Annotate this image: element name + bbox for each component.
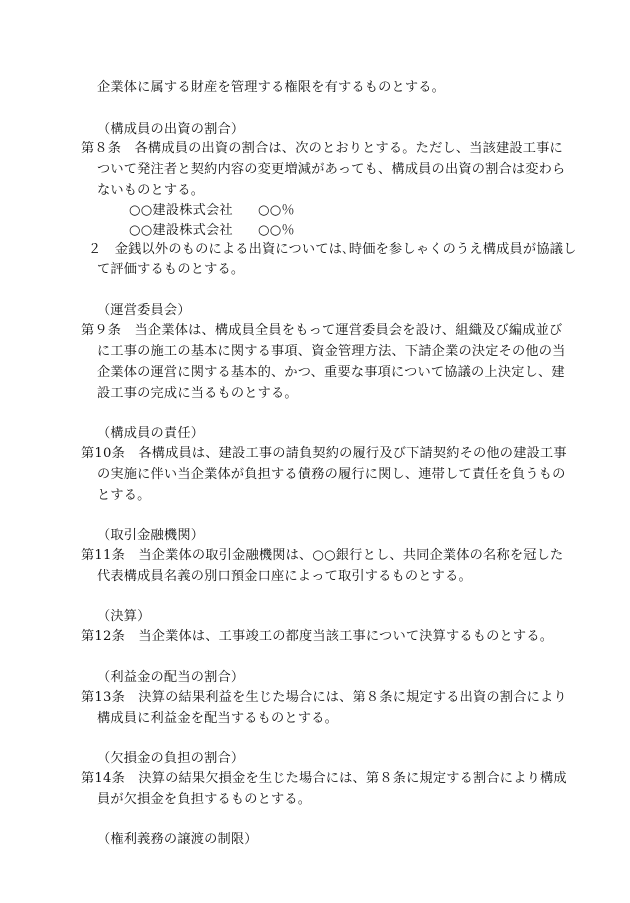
article-heading-profit-distribution: （利益金の配当の割合） (97, 670, 245, 685)
article-9-line-2: に工事の施工の基本に関する事項、資金管理方法、下請企業の決定その他の当 (97, 344, 566, 359)
text-line-art7-continuation: 企業体に属する財産を管理する権限を有するものとする。 (97, 80, 446, 95)
article-heading-loss-sharing: （欠損金の負担の割合） (97, 751, 245, 766)
article-heading-financial-institution: （取引金融機関） (97, 528, 205, 543)
article-13-line-2: 構成員に利益金を配当するものとする。 (97, 711, 338, 726)
article-heading-settlement: （決算） (97, 609, 151, 624)
article-10-line-2: の実施に伴い当企業体が負担する債務の履行に関し、連帯して責任を負うもの (97, 467, 566, 482)
article-heading-transfer-restriction: （権利義務の譲渡の制限） (97, 832, 258, 847)
article-8-line-3: ないものとする。 (97, 183, 205, 198)
article-10-line-3: とする。 (97, 488, 151, 503)
article-11-line-2: 代表構成員名義の別口預金口座によって取引するものとする。 (97, 569, 472, 584)
article-heading-steering-committee: （運営委員会） (97, 303, 191, 318)
article-9-line-1: 第９条 当企業体は、構成員全員をもって運営委員会を設け、組織及び編成並び (81, 323, 563, 338)
article-11-line-1: 第11条 当企業体の取引金融機関は、○○銀行とし、共同企業体の名称を冠した (81, 548, 564, 563)
article-8-paragraph-2-line-1: ２ 金銭以外のものによる出資については､時価を参しゃくのうえ構成員が協議し (88, 242, 577, 257)
member-company-name: ○○建設株式会社 (129, 203, 233, 218)
article-13-line-1: 第13条 決算の結果利益を生じた場合には、第８条に規定する出資の割合により (81, 690, 567, 705)
article-14-line-2: 員が欠損金を負担するものとする。 (97, 792, 312, 807)
article-9-line-4: 設工事の完成に当るものとする。 (97, 386, 298, 401)
article-8-paragraph-2-line-2: て評価するものとする。 (97, 262, 245, 277)
article-9-line-3: 企業体の運営に関する基本的、かつ、重要な事項について協議の上決定し、建 (97, 365, 565, 380)
member-company-name: ○○建設株式会社 (129, 223, 233, 238)
article-heading-member-liability: （構成員の責任） (97, 426, 205, 441)
article-8-line-1: 第８条 各構成員の出資の割合は、次のとおりとする。ただし、当該建設工事に (81, 141, 563, 156)
member-contribution-percent: ○○％ (258, 223, 295, 238)
article-heading-contribution-ratio: （構成員の出資の割合） (97, 122, 245, 137)
article-14-line-1: 第14条 決算の結果欠損金を生じた場合には、第８条に規定する割合により構成 (81, 771, 567, 786)
article-10-line-1: 第10条 各構成員は、建設工事の請負契約の履行及び下請契約その他の建設工事 (81, 446, 567, 461)
member-contribution-percent: ○○％ (258, 203, 295, 218)
article-12-line-1: 第12条 当企業体は、工事竣工の都度当該工事について決算するものとする。 (81, 629, 554, 644)
article-8-line-2: ついて発注者と契約内容の変更増減があっても、構成員の出資の割合は変わら (97, 162, 566, 177)
